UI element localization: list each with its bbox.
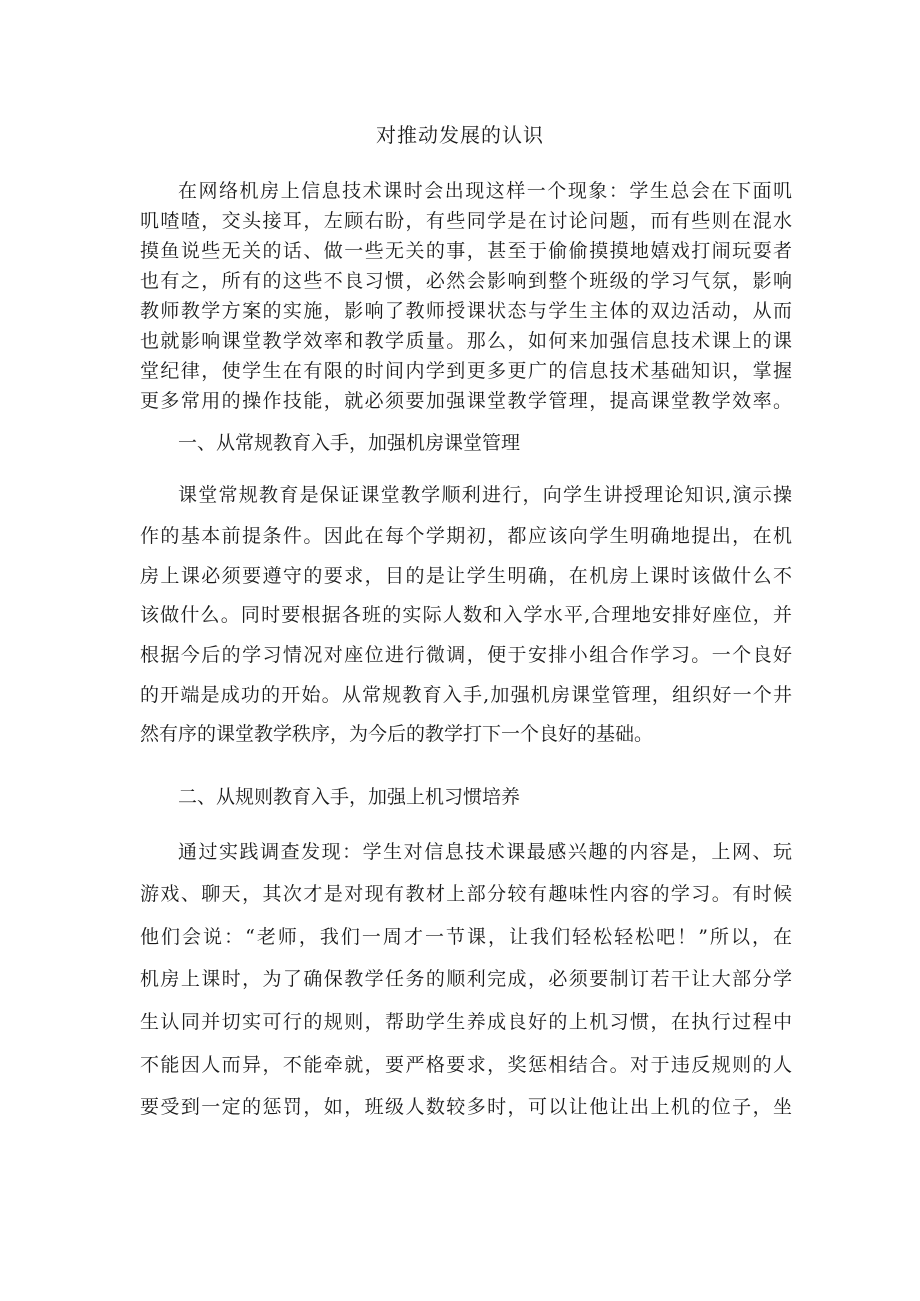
paragraph2-line: 的开端是成功的开始。从常规教育入手,加强机房课堂管理，组织好一个井 [140, 684, 792, 706]
paragraph1-line: 叽喳喳，交头接耳，左顾右盼，有些同学是在讨论问题，而有些则在混水 [140, 210, 792, 232]
section-heading-1: 一、从常规教育入手，加强机房课堂管理 [178, 432, 521, 454]
paragraph2-line: 然有序的课堂教学秩序，为今后的教学打下一个良好的基础。 [140, 723, 654, 745]
paragraph3-line: 生认同并切实可行的规则，帮助学生养成良好的上机习惯，在执行过程中 [140, 1011, 792, 1033]
paragraph1-line: 教师教学方案的实施，影响了教师授课状态与学生主体的双边活动，从而 [140, 300, 792, 322]
paragraph3-line: 机房上课时，为了确保教学任务的顺利完成，必须要制订若干让大部分学 [140, 968, 792, 990]
paragraph3-line: 通过实践调查发现：学生对信息技术课最感兴趣的内容是，上网、玩 [178, 841, 792, 863]
paragraph1-line: 堂纪律，使学生在有限的时间内学到更多更广的信息技术基础知识，掌握 [140, 360, 792, 382]
paragraph2-line: 课堂常规教育是保证课堂教学顺利进行，向学生讲授理论知识,演示操 [178, 484, 792, 506]
paragraph2-line: 该做什么。同时要根据各班的实际人数和入学水平,合理地安排好座位，并 [140, 604, 792, 626]
paragraph3-line: 要受到一定的惩罚，如，班级人数较多时，可以让他让出上机的位子，坐 [140, 1096, 792, 1118]
paragraph3-line: 不能因人而异，不能牵就，要严格要求，奖惩相结合。对于违反规则的人 [140, 1054, 792, 1076]
paragraph1-line: 也有之，所有的这些不良习惯，必然会影响到整个班级的学习气氛，影响 [140, 270, 792, 292]
paragraph3-line: 游戏、聊天，其次才是对现有教材上部分较有趣味性内容的学习。有时候 [140, 883, 792, 905]
paragraph1-line: 在网络机房上信息技术课时会出现这样一个现象：学生总会在下面叽 [178, 180, 792, 202]
document-title: 对推动发展的认识 [376, 123, 544, 147]
paragraph1-line: 摸鱼说些无关的话、做一些无关的事，甚至于偷偷摸摸地嬉戏打闹玩耍者 [140, 240, 792, 262]
paragraph2-line: 作的基本前提条件。因此在每个学期初，都应该向学生明确地提出，在机 [140, 525, 792, 547]
paragraph1-line: 也就影响课堂教学效率和教学质量。那么，如何来加强信息技术课上的课 [140, 330, 792, 352]
paragraph2-line: 房上课必须要遵守的要求，目的是让学生明确，在机房上课时该做什么不 [140, 565, 792, 587]
section-heading-2: 二、从规则教育入手，加强上机习惯培养 [178, 786, 521, 808]
paragraph3-line: 他们会说：“老师，我们一周才一节课，让我们轻松轻松吧！”所以，在 [140, 926, 792, 948]
paragraph2-line: 根据今后的学习情况对座位进行微调，便于安排小组合作学习。一个良好 [140, 644, 792, 666]
paragraph1-line: 更多常用的操作技能，就必须要加强课堂教学管理，提高课堂教学效率。 [140, 390, 792, 412]
